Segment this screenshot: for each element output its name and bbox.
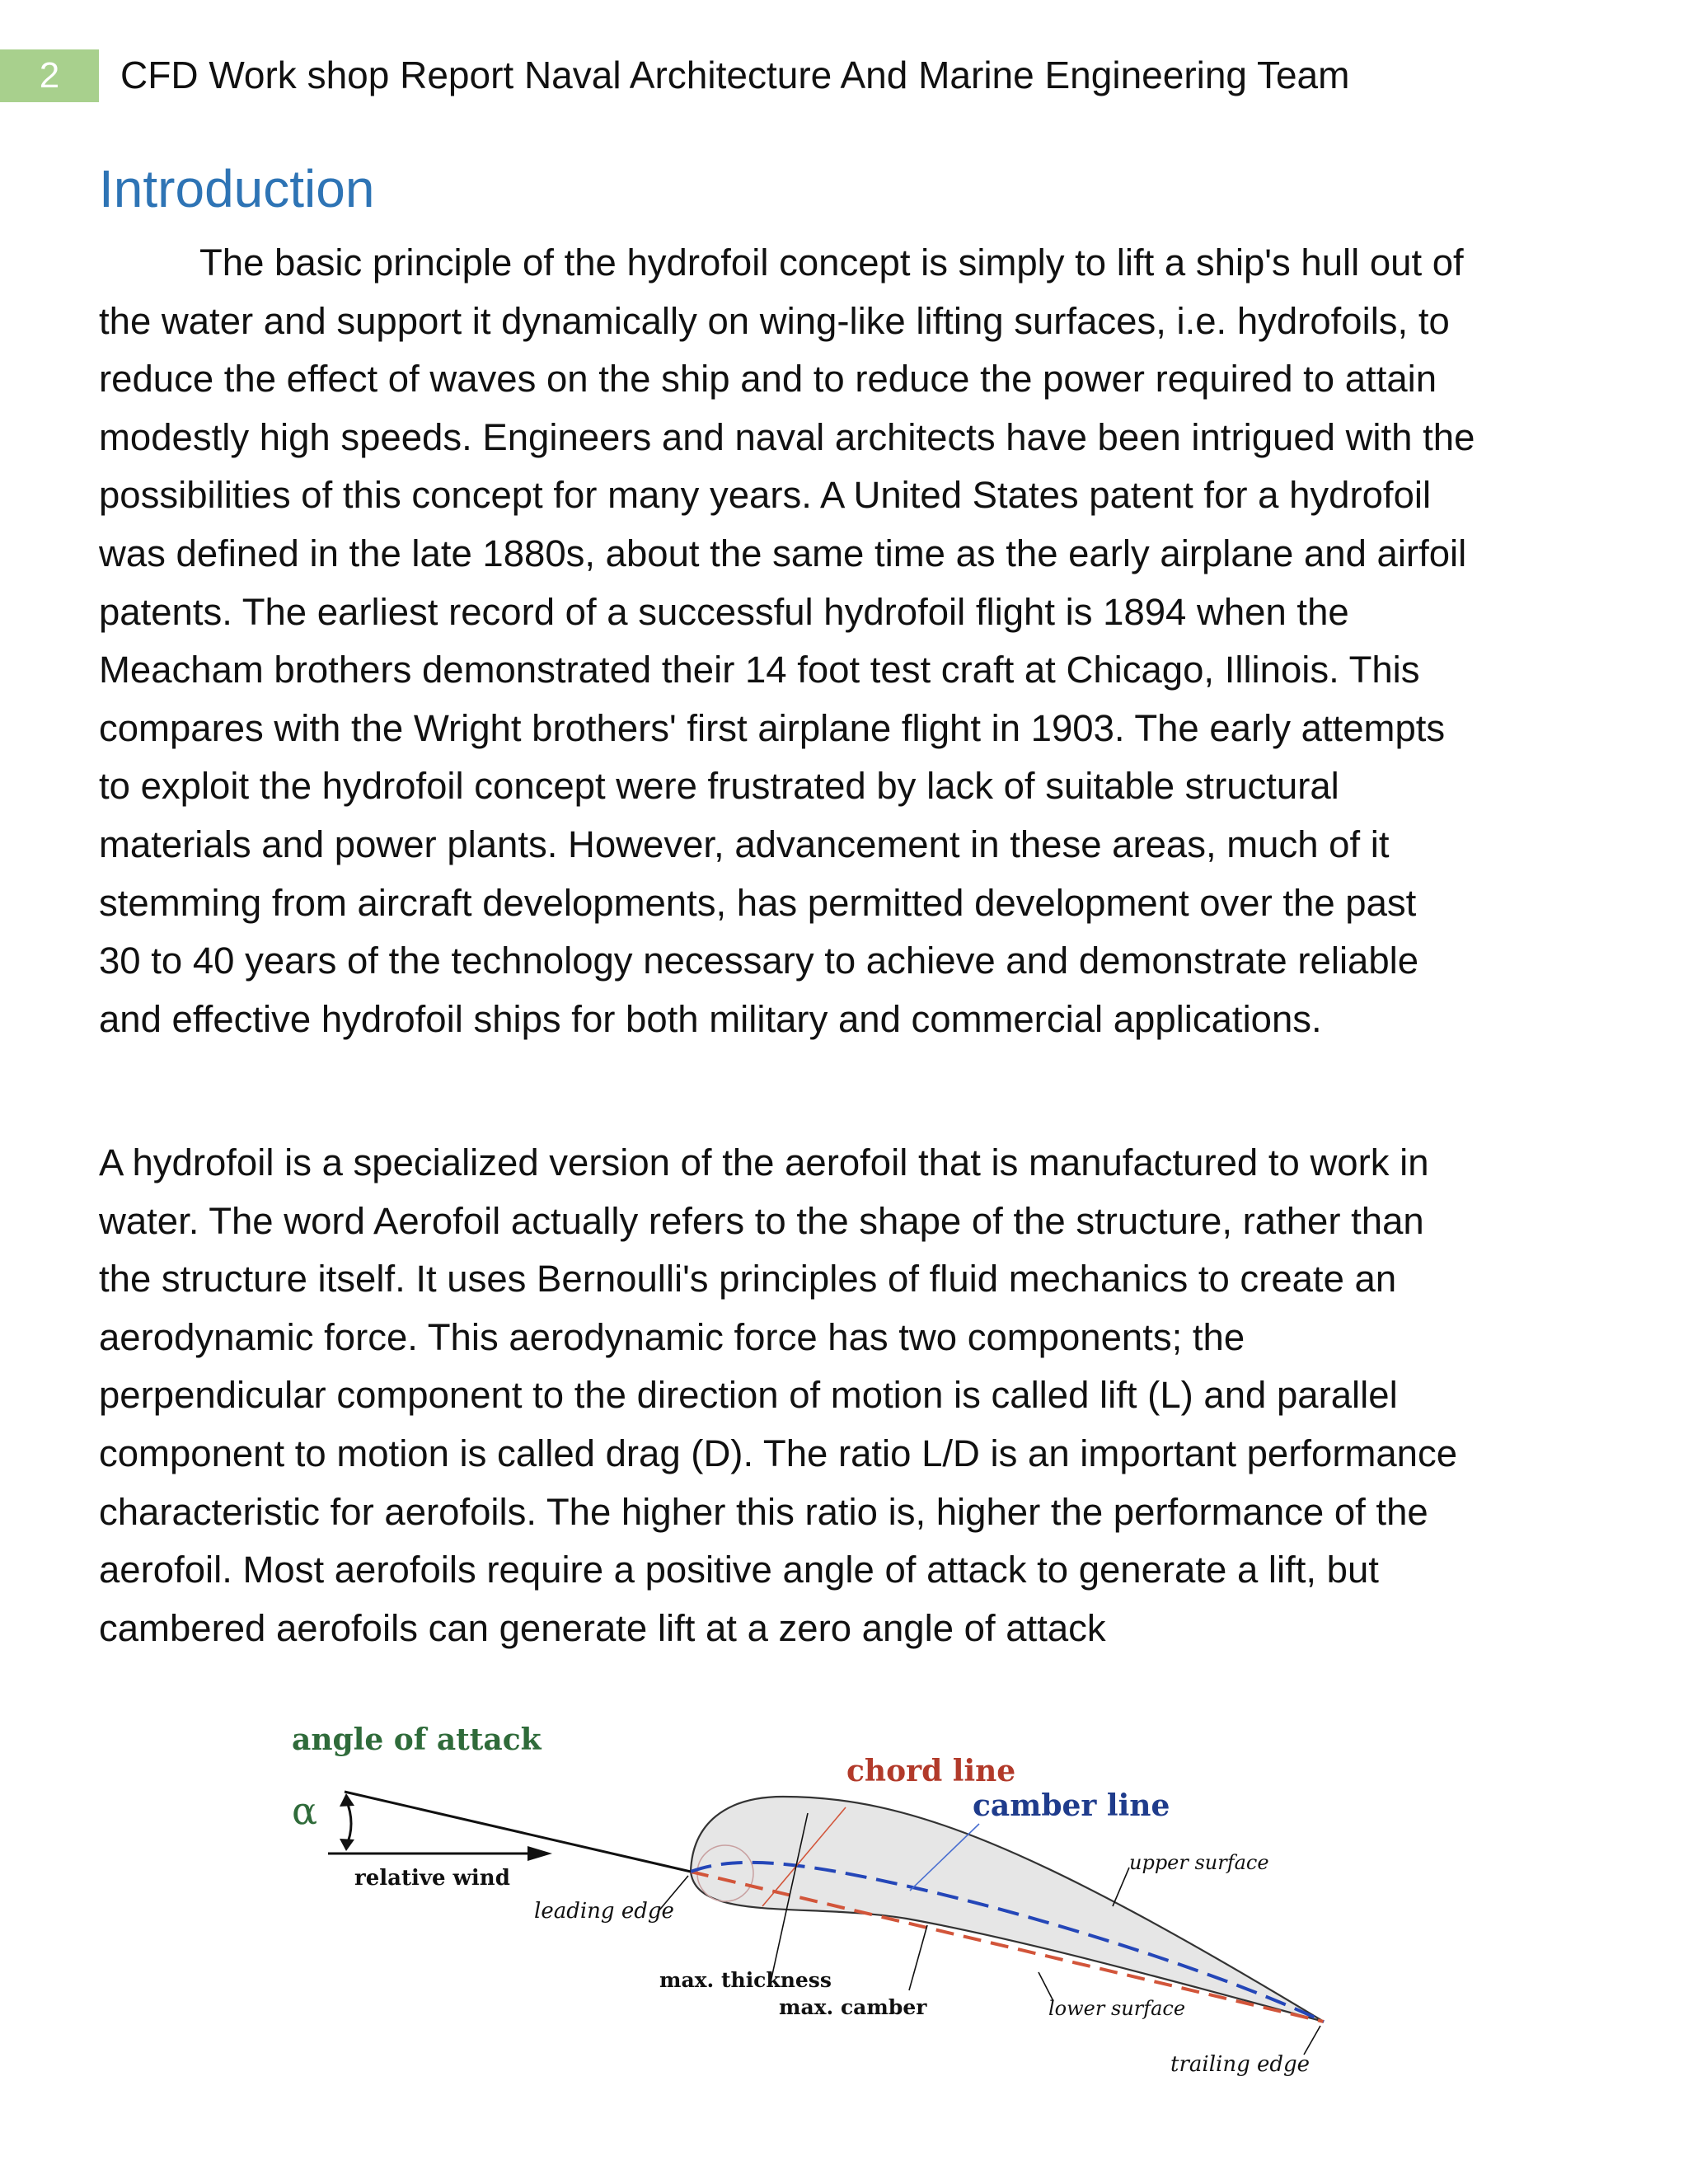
- paragraph-line: The basic principle of the hydrofoil concept is simply to lift a ship's hull out of: [199, 241, 1464, 284]
- paragraph-line: component to motion is called drag (D). The ratio L/D is an important performance: [99, 1432, 1458, 1474]
- paragraph-line: the water and support it dynamically on wing-like lifting surfaces, i.e. hydrofoils, to: [99, 299, 1450, 342]
- airfoil-diagram: [280, 1721, 1327, 2100]
- paragraph-line: perpendicular component to the direction of motion is called lift (L) and parallel: [99, 1374, 1398, 1417]
- alpha-label: α: [292, 1788, 318, 1833]
- relative-wind-arrowhead: [528, 1846, 552, 1861]
- camber-line-label: camber line: [973, 1788, 1170, 1823]
- trailing-edge-label: trailing edge: [1170, 2052, 1311, 2077]
- upper-surface-leader: [1113, 1868, 1129, 1906]
- paragraph-line: the structure itself. It uses Bernoulli's principles of fluid mechanics to create an: [99, 1258, 1397, 1301]
- paragraph-line: stemming from aircraft developments, has permitted development over the past: [99, 881, 1417, 924]
- attack-line: [345, 1792, 691, 1872]
- upper-surface-label: upper surface: [1129, 1851, 1269, 1874]
- relative-wind-label: relative wind: [354, 1866, 510, 1891]
- max-camber-leader: [909, 1925, 927, 1990]
- header-title: CFD Work shop Report Naval Architecture And Marine Engineering Team: [120, 54, 1350, 96]
- page-header: [0, 49, 1688, 102]
- paragraph-line: patents. The earliest record of a successful hydrofoil flight is 1894 when the: [99, 590, 1349, 633]
- leading-edge-label: leading edge: [534, 1899, 674, 1924]
- paragraph-line: possibilities of this concept for many years. A United States patent for a hydrofoil: [99, 474, 1432, 517]
- alpha-arrowhead-top: [340, 1793, 354, 1807]
- max-camber-label: max. camber: [779, 1995, 927, 2019]
- paragraph-line: reduce the effect of waves on the ship and to reduce the power required to attain: [99, 358, 1437, 401]
- intro-paragraph-1: [99, 234, 1599, 1048]
- paragraph-line: compares with the Wright brothers' first airplane flight in 1903. The early attempts: [99, 706, 1446, 749]
- chord-line-label: chord line: [846, 1754, 1016, 1788]
- paragraph-line: and effective hydrofoil ships for both military and commercial applications.: [99, 997, 1322, 1040]
- paragraph-line: Meacham brothers demonstrated their 14 foot test craft at Chicago, Illinois. This: [99, 649, 1420, 691]
- paragraph-line: water. The word Aerofoil actually refers to the shape of the structure, rather than: [99, 1199, 1424, 1242]
- intro-paragraph-2: [99, 1134, 1599, 1657]
- lower-surface-label: lower surface: [1048, 1997, 1186, 2020]
- trailing-edge-leader: [1304, 2026, 1320, 2055]
- paragraph-line: was defined in the late 1880s, about the same time as the early airplane and airfoil: [99, 532, 1467, 574]
- paragraph-line: cambered aerofoils can generate lift at a zero angle of attack: [99, 1606, 1106, 1649]
- paragraph-line: 30 to 40 years of the technology necessary to achieve and demonstrate reliable: [99, 940, 1419, 982]
- paragraph-line: modestly high speeds. Engineers and naval architects have been intrigued with the: [99, 415, 1475, 458]
- paragraph-line: materials and power plants. However, advancement in these areas, much of it: [99, 823, 1390, 865]
- airfoil-diagram-graphic: [280, 1721, 1327, 2100]
- paragraph-line: aerofoil. Most aerofoils require a positive angle of attack to generate a lift, but: [99, 1549, 1379, 1591]
- page-number: 2: [0, 49, 99, 102]
- paragraph-line: aerodynamic force. This aerodynamic force has two components; the: [99, 1315, 1245, 1358]
- angle-of-attack-label: angle of attack: [292, 1722, 542, 1757]
- max-thickness-label: max. thickness: [659, 1968, 832, 1992]
- paragraph-line: characteristic for aerofoils. The higher this ratio is, higher the performance of the: [99, 1490, 1428, 1533]
- alpha-arrowhead-bottom: [340, 1839, 354, 1851]
- paragraph-line: to exploit the hydrofoil concept were frustrated by lack of suitable structural: [99, 765, 1339, 808]
- section-heading: Introduction: [99, 159, 375, 218]
- paragraph-line: A hydrofoil is a specialized version of the aerofoil that is manufactured to work in: [99, 1141, 1429, 1183]
